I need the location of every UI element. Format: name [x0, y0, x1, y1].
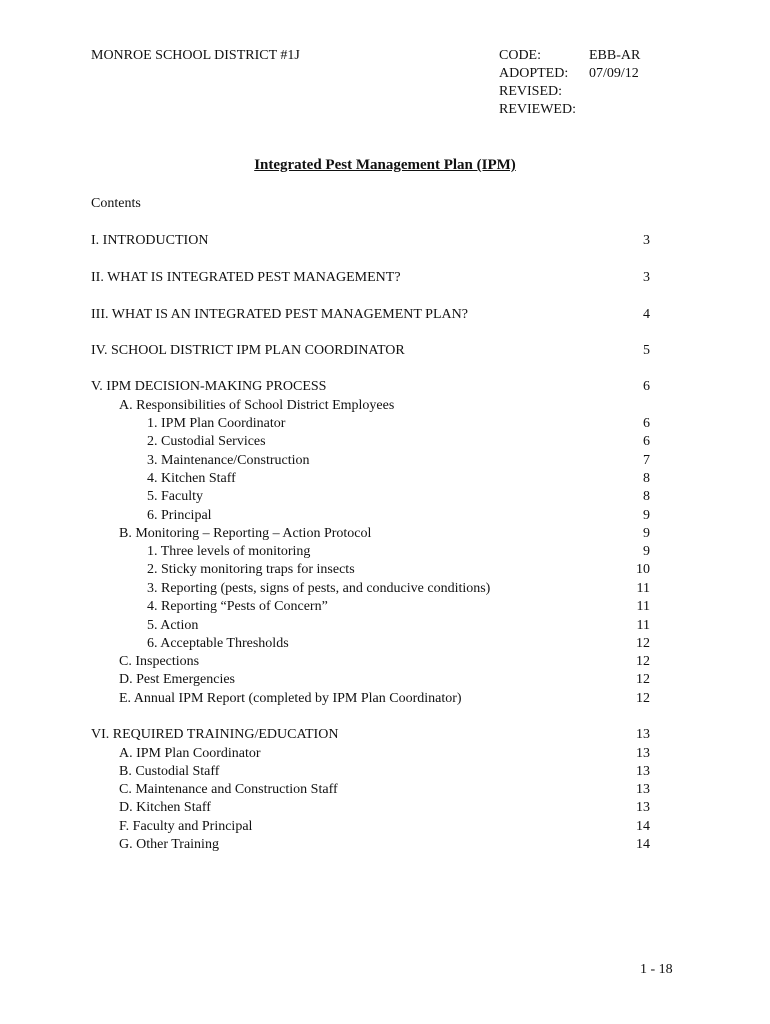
toc-entry-title: 6. Acceptable Thresholds	[147, 636, 289, 651]
toc-entry-title: 5. Action	[147, 618, 199, 633]
reviewed-row	[499, 101, 659, 119]
contents-heading: Contents	[91, 196, 141, 211]
toc-entry	[0, 561, 770, 579]
toc-entry-page: 14	[636, 837, 650, 852]
toc-entry	[0, 799, 770, 817]
toc-entry	[0, 507, 770, 525]
toc-entry-title: 3. Maintenance/Construction	[147, 453, 310, 468]
toc-entry-page: 13	[636, 746, 650, 761]
toc-entry	[0, 342, 770, 360]
revised-row	[499, 83, 659, 101]
revised-label: REVISED:	[499, 84, 562, 99]
toc-entry-title: F. Faculty and Principal	[119, 819, 253, 834]
toc-entry-page: 9	[643, 526, 650, 541]
toc-entry-page: 3	[643, 270, 650, 285]
toc-entry	[0, 818, 770, 836]
toc-entry-title: V. IPM DECISION-MAKING PROCESS	[91, 379, 327, 394]
toc-entry-page: 8	[643, 471, 650, 486]
toc-entry	[0, 488, 770, 506]
toc-entry-page: 12	[636, 691, 650, 706]
toc-entry-title: III. WHAT IS AN INTEGRATED PEST MANAGEMENT PLAN?	[91, 307, 468, 322]
toc-entry	[0, 269, 770, 287]
toc-entry-title: B. Custodial Staff	[119, 764, 220, 779]
toc-entry	[0, 433, 770, 451]
toc-entry	[0, 836, 770, 854]
toc-entry-page: 3	[643, 233, 650, 248]
toc-entry	[0, 232, 770, 250]
toc-entry-title: D. Kitchen Staff	[119, 800, 211, 815]
toc-entry-title: E. Annual IPM Report (completed by IPM Plan Coordinator)	[119, 691, 462, 706]
toc-entry-page: 14	[636, 819, 650, 834]
toc-entry	[0, 653, 770, 671]
toc-entry-title: 4. Kitchen Staff	[147, 471, 236, 486]
toc-entry	[0, 617, 770, 635]
toc-entry-page: 8	[643, 489, 650, 504]
reviewed-label: REVIEWED:	[499, 102, 576, 117]
page-number: 1 - 18	[640, 962, 673, 977]
toc-entry-page: 13	[636, 800, 650, 815]
toc-entry-title: 4. Reporting “Pests of Concern”	[147, 599, 328, 614]
toc-entry	[0, 763, 770, 781]
adopted-value: 07/09/12	[589, 66, 639, 81]
toc-entry-page: 12	[636, 672, 650, 687]
toc-entry	[0, 452, 770, 470]
toc-entry-title: D. Pest Emergencies	[119, 672, 235, 687]
toc-entry-title: 1. Three levels of monitoring	[147, 544, 311, 559]
toc-entry	[0, 543, 770, 561]
toc-entry-page: 12	[636, 636, 650, 651]
code-row	[499, 47, 659, 65]
document-title: Integrated Pest Management Plan (IPM)	[254, 157, 516, 173]
toc-entry-page: 9	[643, 508, 650, 523]
toc-entry-page: 11	[636, 581, 650, 596]
toc-entry-title: C. Inspections	[119, 654, 200, 669]
toc-entry-page: 10	[636, 562, 650, 577]
toc-entry-title: A. IPM Plan Coordinator	[119, 746, 261, 761]
toc-entry-page: 13	[636, 764, 650, 779]
toc-entry	[0, 781, 770, 799]
toc-entry	[0, 580, 770, 598]
toc-entry-title: B. Monitoring – Reporting – Action Protocol	[119, 526, 372, 541]
toc-entry-page: 9	[643, 544, 650, 559]
toc-entry-title: 1. IPM Plan Coordinator	[147, 416, 286, 431]
toc-entry-title: 6. Principal	[147, 508, 212, 523]
toc-entry	[0, 726, 770, 744]
toc-entry	[0, 415, 770, 433]
toc-entry-title: VI. REQUIRED TRAINING/EDUCATION	[91, 727, 339, 742]
toc-entry-title: A. Responsibilities of School District Employees	[119, 398, 395, 413]
toc-entry	[0, 306, 770, 324]
toc-entry-title: 2. Custodial Services	[147, 434, 266, 449]
toc-entry-title: C. Maintenance and Construction Staff	[119, 782, 338, 797]
toc-entry-page: 11	[636, 599, 650, 614]
toc-entry	[0, 525, 770, 543]
toc-entry-page: 5	[643, 343, 650, 358]
toc-entry	[0, 378, 770, 396]
toc-entry-page: 13	[636, 782, 650, 797]
toc-entry-title: I. INTRODUCTION	[91, 233, 209, 248]
toc-entry	[0, 745, 770, 763]
toc-entry-title: II. WHAT IS INTEGRATED PEST MANAGEMENT?	[91, 270, 401, 285]
toc-entry-page: 6	[643, 434, 650, 449]
toc-entry	[0, 635, 770, 653]
code-label: CODE:	[499, 48, 541, 63]
toc-entry-page: 11	[636, 618, 650, 633]
toc-entry-title: 3. Reporting (pests, signs of pests, and conducive conditions)	[147, 581, 491, 596]
toc-entry-page: 13	[636, 727, 650, 742]
toc-entry	[0, 397, 770, 415]
toc-entry-title: 5. Faculty	[147, 489, 203, 504]
adopted-label: ADOPTED:	[499, 66, 569, 81]
toc-entry-title: IV. SCHOOL DISTRICT IPM PLAN COORDINATOR	[91, 343, 405, 358]
toc-entry-title: 2. Sticky monitoring traps for insects	[147, 562, 355, 577]
toc-entry-page: 6	[643, 416, 650, 431]
toc-entry	[0, 690, 770, 708]
toc-entry-page: 7	[643, 453, 650, 468]
toc-entry	[0, 470, 770, 488]
district-name: MONROE SCHOOL DISTRICT #1J	[91, 48, 300, 63]
toc-entry-page: 4	[643, 307, 650, 322]
adopted-row	[499, 65, 659, 83]
toc-entry-page: 6	[643, 379, 650, 394]
toc-entry	[0, 598, 770, 616]
code-value: EBB-AR	[589, 48, 641, 63]
toc-entry	[0, 671, 770, 689]
toc-entry-page: 12	[636, 654, 650, 669]
toc-entry-title: G. Other Training	[119, 837, 219, 852]
document-meta	[499, 47, 659, 119]
